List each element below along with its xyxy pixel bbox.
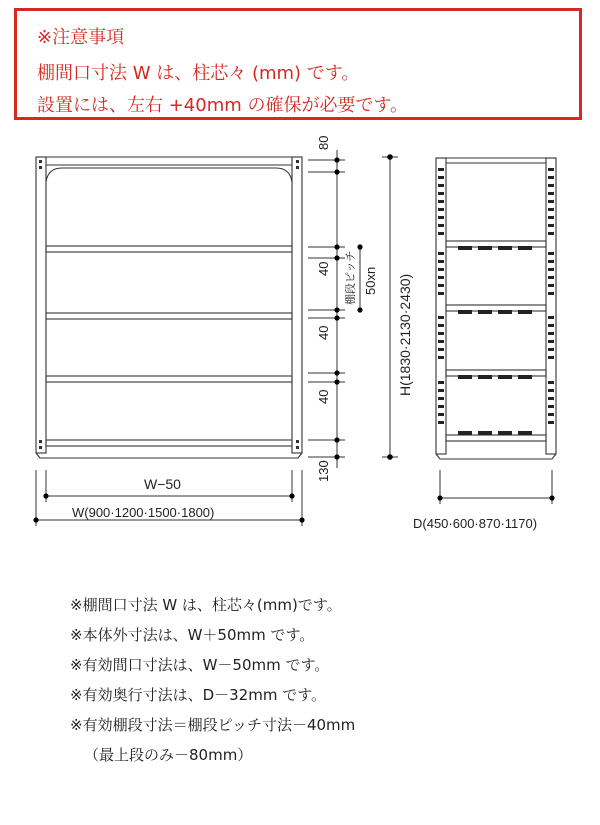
front-view <box>36 157 302 458</box>
depth-label: D(450·600·870·1170) <box>413 516 538 531</box>
side-view <box>436 158 556 459</box>
width-label: W(900·1200·1500·1800) <box>72 505 215 520</box>
left-post <box>36 157 46 453</box>
note-item: （最上段のみ－80mm） <box>84 746 253 764</box>
pitch-2-label: 40 <box>316 325 331 340</box>
side-shelf <box>446 435 546 441</box>
top-gap-label: 80 <box>316 135 331 150</box>
note-item: ※本体外寸法は、W＋50mm です。 <box>70 626 315 644</box>
front-shelf <box>46 376 292 382</box>
inner-width-label: W−50 <box>144 476 181 492</box>
notice-line-2: 設置には、左右 +40mm の確保が必要です。 <box>37 95 409 116</box>
front-shelf <box>46 246 292 252</box>
front-bottom-beam <box>46 440 292 446</box>
depth-dimension <box>437 470 554 504</box>
pitch-value-label: 50xn <box>363 266 378 295</box>
slot-holes <box>438 168 554 435</box>
pitch-1-label: 40 <box>316 261 331 276</box>
notes-list <box>70 590 355 770</box>
front-shelf <box>46 313 292 319</box>
pitch-dimensions <box>308 150 363 468</box>
bottom-gap-label: 130 <box>316 460 331 482</box>
pitch-name-label: 棚段ピッチ <box>345 250 357 305</box>
height-dimension <box>382 154 398 460</box>
note-item: ※有効間口寸法は、W－50mm です。 <box>70 656 330 674</box>
notice-line-1: 棚間口寸法 W は、柱芯々 (mm) です。 <box>37 63 360 84</box>
note-item: ※有効奥行寸法は、D－32mm です。 <box>70 686 326 704</box>
notice-title: ※注意事項 <box>37 27 125 48</box>
pitch-3-label: 40 <box>316 389 331 404</box>
note-item: ※有効棚段寸法＝棚段ピッチ寸法－40mm <box>70 716 356 734</box>
note-item: ※棚間口寸法 W は、柱芯々(mm)です。 <box>70 596 342 614</box>
right-post <box>292 157 302 453</box>
height-label: H(1830·2130·2430) <box>397 273 413 396</box>
